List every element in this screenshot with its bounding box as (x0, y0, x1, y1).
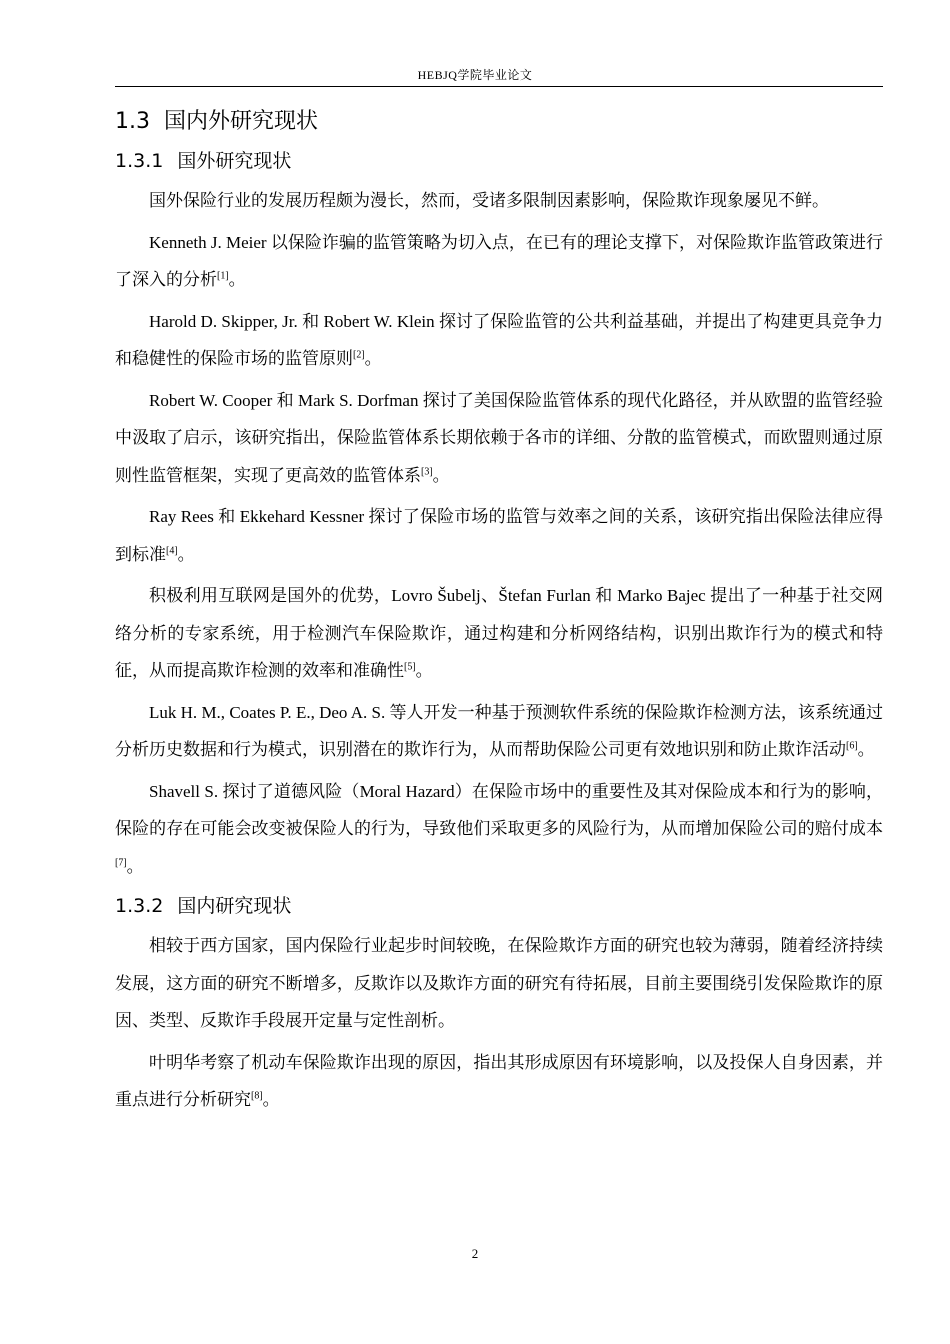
citation-ref: [1] (217, 270, 229, 282)
citation-ref: [3] (421, 465, 433, 477)
paragraph-end: 。 (364, 349, 382, 368)
citation-ref: [8] (251, 1090, 263, 1102)
citation-ref: [4] (166, 544, 178, 556)
paragraph (115, 577, 883, 690)
section-title: 国内外研究现状 (164, 109, 319, 134)
paragraph-text: Ray Rees 和 Ekkehard Kessner 探讨了保险市场的监管与效率之间的关系，该研究指出保险法律应得到标准 (115, 507, 883, 564)
paragraph-end: 。 (432, 465, 450, 485)
paragraph-end: 。 (228, 270, 246, 289)
paragraph-end: 。 (857, 740, 875, 759)
subsection-title: 国外研究现状 (177, 150, 292, 172)
header-divider (115, 86, 883, 87)
subsection-heading-domestic (115, 889, 883, 927)
paragraph-end: 。 (177, 544, 195, 564)
section-heading (115, 104, 883, 144)
paragraph-text: 相较于西方国家，国内保险行业起步时间较晚，在保险欺诈方面的研究也较为薄弱，随着经济持续发展，这方面的研究不断增多，反欺诈以及欺诈方面的研究有待拓展，目前主要围绕引发保险欺诈的原因、类型、反欺诈手段展开定量与定性剖析。 (115, 936, 883, 1030)
paragraph (115, 382, 883, 495)
paragraph (115, 773, 883, 886)
paragraph-text: Harold D. Skipper, Jr. 和 Robert W. Klein 探讨了保险监管的公共利益基础，并提出了构建更具竞争力和稳健性的保险市场的监管原则 (115, 311, 883, 368)
paragraph (115, 1044, 883, 1119)
paragraph-end: 。 (126, 856, 144, 876)
citation-ref: [5] (404, 661, 416, 673)
paragraph-text: Robert W. Cooper 和 Mark S. Dorfman 探讨了美国保险监管体系的现代化路径，并从欧盟的监管经验中汲取了启示，该研究指出，保险监管体系长期依赖于各市的详细、分散的监管模式，而欧盟则通过原则性监管框架，实现了更高效的监管体系 (115, 390, 883, 485)
paragraph-text: 叶明华考察了机动车保险欺诈出现的原因，指出其形成原因有环境影响，以及投保人自身因素，并重点进行分析研究 (115, 1052, 883, 1109)
paragraph-text: 国外保险行业的发展历程颇为漫长，然而，受诸多限制因素影响，保险欺诈现象屡见不鲜。 (149, 191, 829, 210)
subsection-title: 国内研究现状 (177, 895, 292, 917)
citation-ref: [7] (115, 856, 127, 868)
page-content (115, 104, 883, 1123)
paragraph-end: 。 (415, 661, 433, 680)
running-header: HEBJQ学院毕业论文 (417, 68, 533, 82)
paragraph (115, 694, 883, 769)
subsection-number: 1.3.1 (115, 150, 164, 172)
paragraph (115, 303, 883, 378)
citation-ref: [6] (846, 740, 858, 752)
paragraph (115, 224, 883, 299)
paragraph-text: Shavell S. 探讨了道德风险（Moral Hazard）在保险市场中的重要性及其对保险成本和行为的影响，保险的存在可能会改变被保险人的行为，导致他们采取更多的风险行为，从而增加保险公司的赔付成本 (115, 781, 883, 838)
subsection-number: 1.3.2 (115, 895, 164, 917)
paragraph-text: Luk H. M., Coates P. E., Deo A. S. 等人开发一种基于预测软件系统的保险欺诈检测方法，该系统通过分析历史数据和行为模式，识别潜在的欺诈行为，从而帮助保险公司更有效地识别和防止欺诈活动 (115, 702, 883, 759)
page-number: 2 (471, 1246, 479, 1261)
paragraph (115, 927, 883, 1040)
paragraph-text: Kenneth J. Meier 以保险诈骗的监管策略为切入点，在已有的理论支撑下，对保险欺诈监管政策进行了深入的分析 (115, 232, 883, 289)
paragraph (115, 182, 883, 220)
subsection-heading-foreign (115, 144, 883, 182)
paragraph-text: 积极利用互联网是国外的优势，Lovro Šubelj、Štefan Furlan 和 Marko Bajec 提出了一种基于社交网络分析的专家系统，用于检测汽车保险欺诈，通过构建和分析网络结构，识别出欺诈行为的模式和特征，从而提高欺诈检测的效率和准确性 (115, 586, 883, 680)
citation-ref: [2] (353, 349, 365, 361)
paragraph-end: 。 (262, 1090, 280, 1109)
section-number: 1.3 (115, 109, 150, 134)
paragraph (115, 498, 883, 573)
